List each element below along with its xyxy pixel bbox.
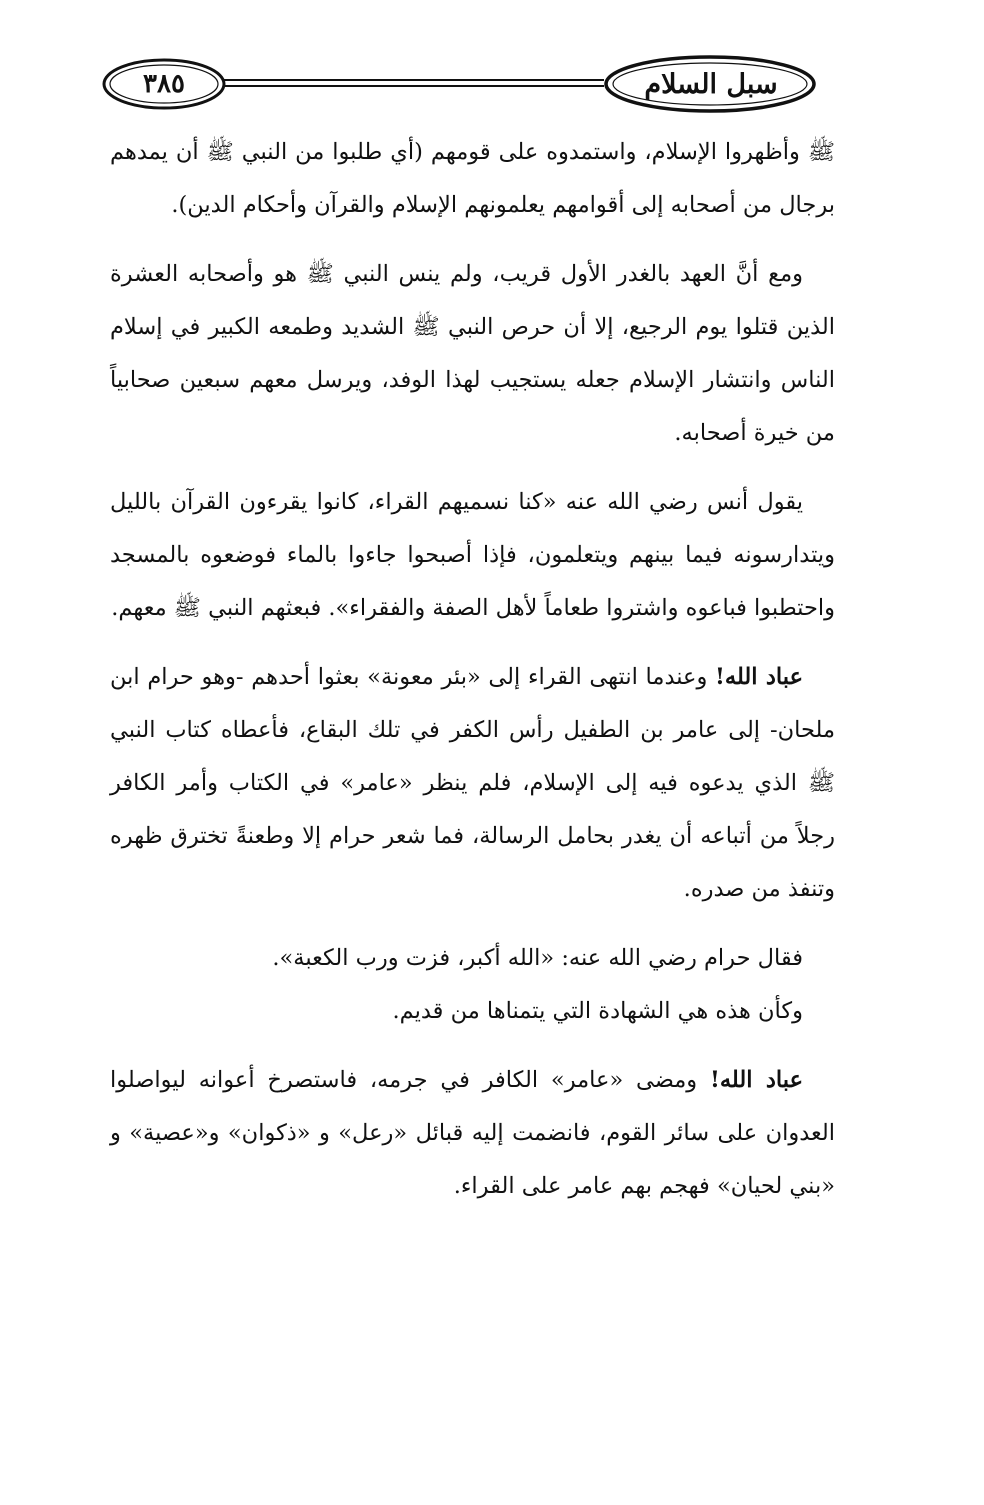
paragraph-2: ومع أنَّ العهد بالغدر الأول قريب، ولم ينس النبي ﷺ هو وأصحابه العشرة الذين قتلوا يوم الرجيع، إلا أن حرص النبي ﷺ الشديد وطمعه الكبير في إسلام الناس وانتشار الإسلام جعله يستجيب لهذا الوفد، ويرسل معهم سبعين صحابياً من خيرة أصحابه. [110,261,835,446]
page-number: ٣٨٥ [143,69,185,99]
paragraph-7-text: ومضى «عامر» الكافر في جرمه، فاستصرخ أعوانه ليواصلوا العدوان على سائر القوم، فانضمت إليه قبائل «رعل» و «ذكوان» و«عصية» و «بني لحيان» فهجم بهم عامر على القراء. [110,1067,835,1199]
paragraph-7 [110,1054,835,1213]
paragraph-3: يقول أنس رضي الله عنه «كنا نسميهم القراء، كانوا يقرءون القرآن بالليل ويتدارسونه فيما بينهم ويتعلمون، فإذا أصبحوا جاءوا بالماء فوضعوه بالمسجد واحتطبوا فباعوه واشتروا طعاماً لأهل الصفة والفقراء». فبعثهم النبي ﷺ معهم. [110,489,835,621]
running-title: سبل السلام [644,69,778,100]
paragraph-4-text: وعندما انتهى القراء إلى «بئر معونة» بعثوا أحدهم -وهو حرام ابن ملحان- إلى عامر بن الطفيل رأس الكفر في تلك البقاع، فأعطاه كتاب النبي ﷺ الذي يدعوه فيه إلى الإسلام، فلم ينظر «عامر» في الكتاب وأمر الكافر رجلاً من أتباعه أن يغدر بحامل الرسالة، فما شعر حرام إلا وطعنةً تخترق ظهره وتنفذ من صدره. [110,664,835,902]
paragraph-4-lead: عباد الله! [715,664,803,690]
paragraph-7-lead: عباد الله! [709,1067,803,1093]
page-header [98,54,818,116]
paragraph-6: وكأن هذه هي الشهادة التي يتمناها من قديم. [392,998,803,1024]
paragraph-4 [110,651,835,916]
paragraph-5-quote: فقال حرام رضي الله عنه: «الله أكبر، فزت ورب الكعبة». [272,945,803,971]
page-body [110,126,835,1229]
paragraph-1: ﷺ وأظهروا الإسلام، واستمدوه على قومهم (أي طلبوا من النبي ﷺ أن يمدهم برجال من أصحابه إلى أقوامهم يعلمونهم الإسلام والقرآن وأحكام الدين). [110,139,835,218]
